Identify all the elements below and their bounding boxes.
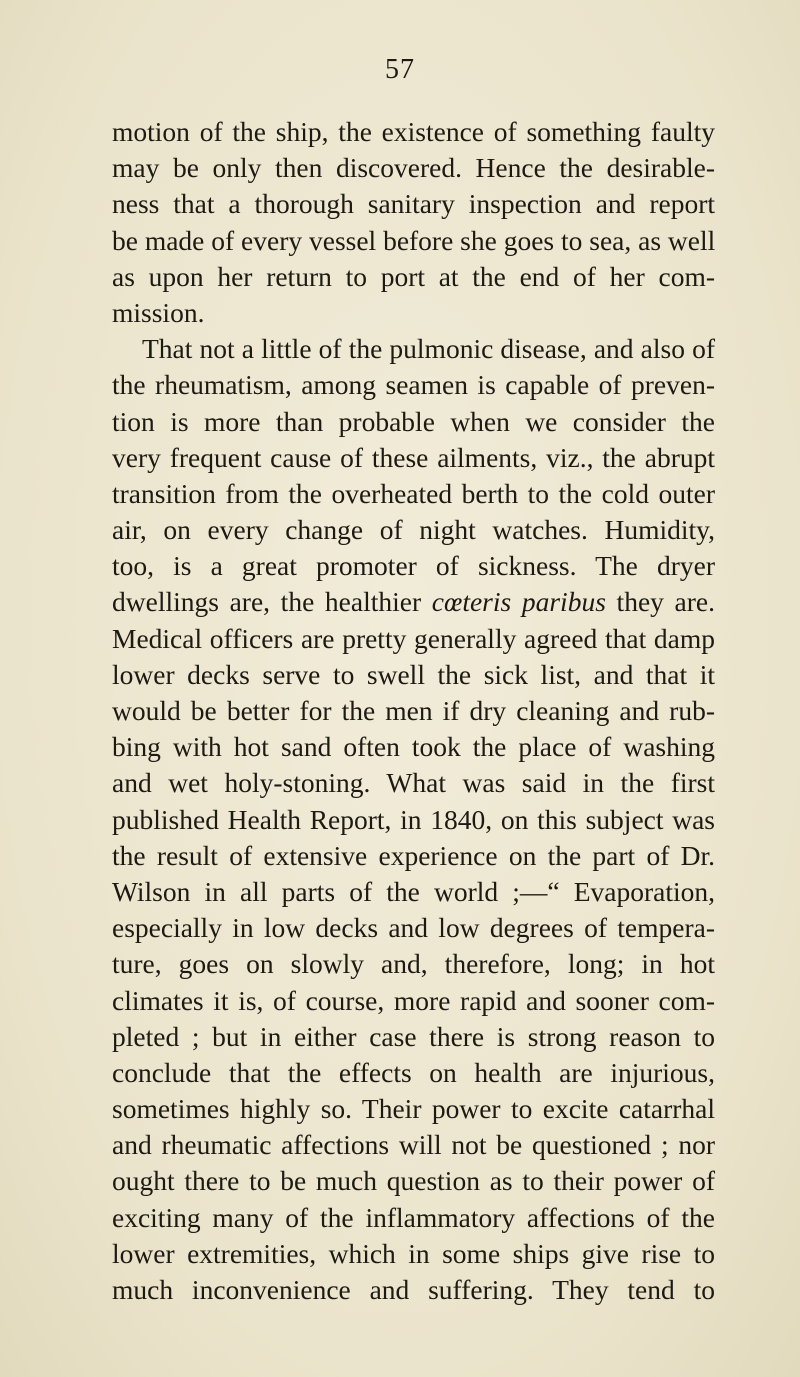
line-segment: dwellings are, the healthier (112, 586, 432, 618)
text-line: the result of extensive experience on the part of Dr. (112, 839, 715, 871)
body-text (112, 114, 715, 1308)
text-line: Wilson in all parts of the world ;—“ Evaporation, (112, 875, 715, 907)
text-line: lower extremities, which in some ships give rise to (112, 1237, 715, 1269)
text-line: be made of every vessel before she goes to sea, as well (112, 224, 716, 256)
text-line: would be better for the men if dry cleaning and rub- (112, 695, 715, 726)
text-line: too, is a great promoter of sickness. The dryer (112, 550, 715, 582)
text-line: published Health Report, in 1840, on this subject was (112, 803, 715, 835)
text-line: That not a little of the pulmonic disease, and also of (142, 333, 715, 365)
page-number: 57 (385, 54, 415, 85)
text-line: bing with hot sand often took the place of washing (112, 731, 715, 763)
text-line: air, on every change of night watches. Humidity, (112, 514, 715, 546)
line-segment: they are. (605, 586, 715, 618)
text-line: Medical officers are pretty generally agreed that damp (112, 622, 715, 654)
text-line: ture, goes on slowly and, therefore, long; in hot (112, 948, 715, 980)
text-line: very frequent cause of these ailments, viz., the abrupt (112, 441, 715, 473)
text-line: much inconvenience and suffering. They tend to (112, 1274, 715, 1305)
text-line: mission. (112, 296, 205, 328)
text-line: conclude that the effects on health are injurious, (112, 1056, 715, 1088)
text-line: and wet holy-stoning. What was said in the first (112, 767, 715, 799)
text-line: especially in low decks and low degrees of tempera- (112, 912, 715, 944)
text-line: sometimes highly so. Their power to excite catarrhal (112, 1093, 715, 1125)
text-line: and rheumatic affections will not be questioned ; nor (112, 1129, 715, 1161)
text-line: exciting many of the inflammatory affections of the (112, 1201, 715, 1233)
text-line: may be only then discovered. Hence the desirable- (112, 152, 715, 184)
text-line: ness that a thorough sanitary inspection and report (112, 188, 715, 220)
text-line: transition from the overheated berth to the cold outer (112, 477, 715, 509)
text-line: ought there to be much question as to their power of (112, 1165, 715, 1197)
text-line-with-italic (112, 584, 715, 620)
text-line: motion of the ship, the existence of something faulty (112, 116, 715, 147)
text-line: climates it is, of course, more rapid and sooner com- (112, 984, 715, 1016)
text-line: tion is more than probable when we consider the (112, 405, 715, 437)
latin-phrase: cœteris paribus (431, 586, 606, 618)
text-line: as upon her return to port at the end of her com- (112, 260, 715, 292)
text-line: lower decks serve to swell the sick list, and that it (112, 658, 715, 690)
text-line: the rheumatism, among seamen is capable of preven- (112, 369, 715, 401)
text-line: pleted ; but in either case there is strong reason to (112, 1020, 715, 1052)
